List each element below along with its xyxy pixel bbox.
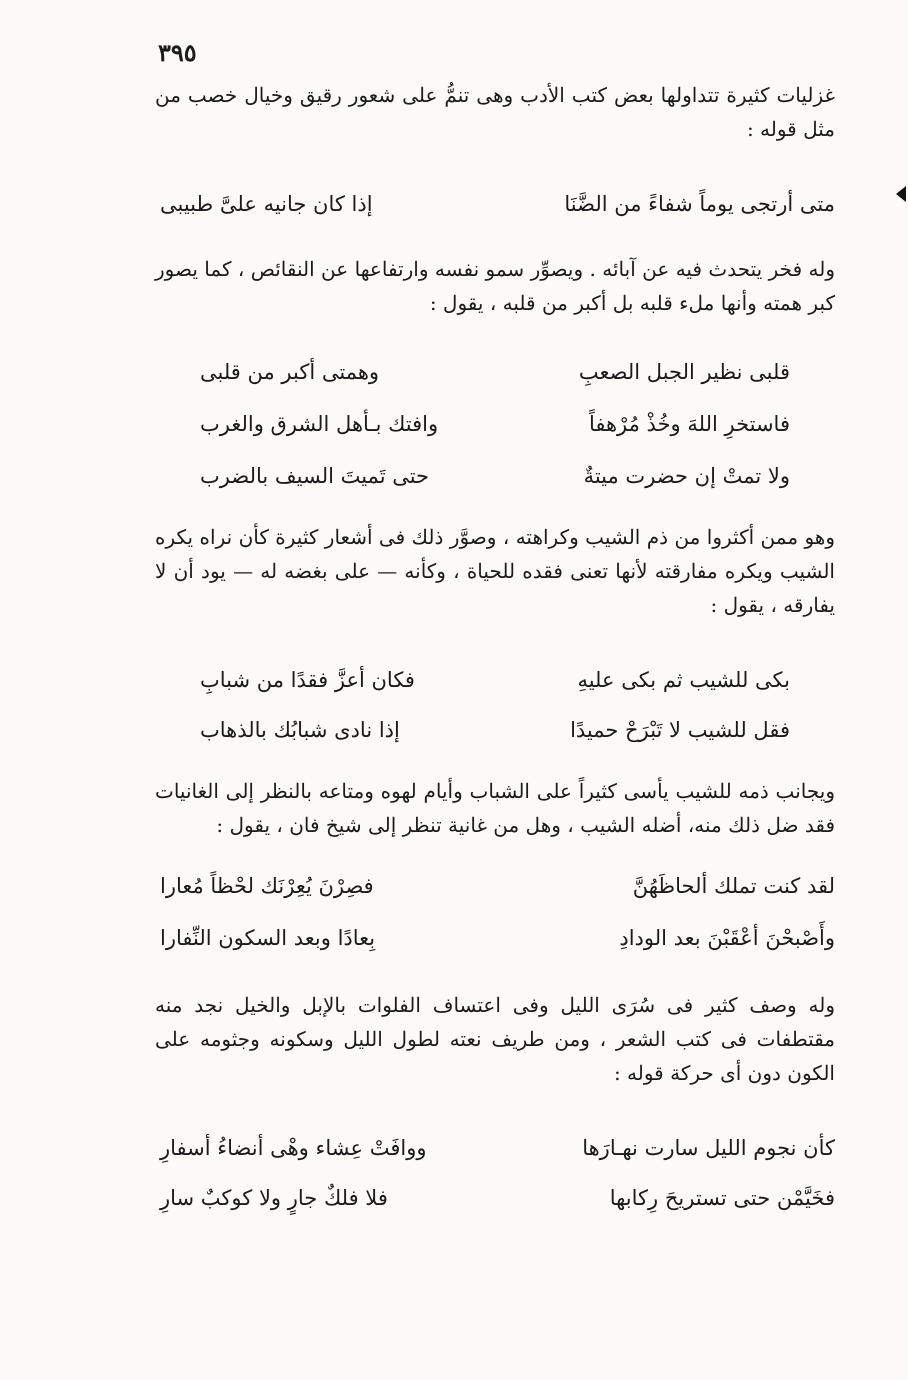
- margin-marker-icon: [896, 186, 906, 202]
- verse-hemistich-second: ووافَتْ عِشاء وهْى أنضاءُ أسفارِ: [160, 1136, 427, 1160]
- verse-hemistich-second: حتى تَميتَ السيف بالضرب: [200, 464, 430, 488]
- paragraph-youth: ويجانب ذمه للشيب يأسى كثيراً على الشباب وأيام لهوه ومتاعه بالنظر إلى الغانيات فقد ضل ذلك منه، أضله الشيب ، وهل من غانية تنظر إلى شيخ فان ، يقول :: [155, 779, 835, 837]
- verse-hemistich-first: ولا تمتْ إن حضرت ميتةٌ: [583, 464, 790, 488]
- verse-line-3: [200, 412, 790, 452]
- verse-hemistich-first: فاستخرِ اللهَ وخُذْ مُرْهفاً: [588, 412, 790, 436]
- verse-line-9: [160, 1136, 835, 1176]
- verse-line-1: [160, 192, 835, 232]
- verse-hemistich-second: وهمتى أكبر من قلبى: [200, 360, 380, 384]
- verse-line-5: [200, 668, 790, 708]
- verse-hemistich-first: لقد كنت تملك ألحاظَهُنَّ: [632, 874, 835, 898]
- verse-hemistich-second: إذا نادى شبابُك بالذهاب: [200, 718, 400, 742]
- paragraph-intro-ghazal: غزليات كثيرة تتداولها بعض كتب الأدب وهى تنمُّ على شعور رقيق وخيال خصب من مثل قوله :: [155, 83, 835, 141]
- verse-line-7: [160, 874, 835, 914]
- verse-line-6: [200, 718, 790, 758]
- verse-line-8: [160, 926, 835, 966]
- verse-hemistich-second: إذا كان جانيه علىَّ طبيبى: [160, 192, 373, 216]
- verse-hemistich-first: فخَيَّمْن حتى تستريحَ رِكابها: [609, 1186, 835, 1210]
- verse-hemistich-first: كأن نجوم الليل سارت نهـارَها: [582, 1136, 835, 1160]
- verse-hemistich-second: فلا فلكٌ جارٍ ولا كوكبٌ سارِ: [160, 1186, 388, 1210]
- verse-hemistich-second: بِعادًا وبعد السكون النِّفارا: [160, 926, 376, 950]
- verse-hemistich-first: قلبى نظير الجبل الصعبِ: [578, 360, 790, 384]
- paragraph-pride: وله فخر يتحدث فيه عن آبائه . ويصوِّر سمو نفسه وارتفاعها عن النقائص ، كما يصور كبر همته وأنها ملء قلبه بل أكبر من قلبه ، يقول :: [155, 257, 835, 315]
- verse-line-10: [160, 1186, 835, 1226]
- verse-line-2: [200, 360, 790, 400]
- verse-hemistich-first: متى أرتجى يوماً شفاءً من الضَّنَا: [564, 192, 835, 216]
- verse-hemistich-second: فصِرْنَ يُعِرْنَك لحْظاً مُعارا: [160, 874, 374, 898]
- verse-line-4: [200, 464, 790, 504]
- verse-hemistich-first: فقل للشيب لا تَبْرَحْ حميدًا: [570, 718, 790, 742]
- verse-hemistich-first: بكى للشيب ثم بكى عليهِ: [577, 668, 790, 692]
- verse-hemistich-first: وأَصْبحْنَ أعْقَبْنَ بعد الودادِ: [619, 926, 835, 950]
- page-number: ٣٩٥: [158, 38, 197, 67]
- verse-hemistich-second: وافتك بـأهل الشرق والغرب: [200, 412, 439, 436]
- paragraph-gray-hair: وهو ممن أكثروا من ذم الشيب وكراهته ، وصوَّر ذلك فى أشعار كثيرة كأن نراه يكره الشيب ويكره مفارقته لأنها تعنى فقده للحياة ، وكأنه — على بغضه له — يود أن لا يفارقه ، يقول :: [155, 525, 835, 617]
- verse-hemistich-second: فكان أعزَّ فقدًا من شبابِ: [200, 668, 415, 692]
- paragraph-night: وله وصف كثير فى سُرَى الليل وفى اعتساف الفلوات بالإبل والخيل نجد منه مقتطفات فى كتب الشعر ، ومن طريف نعته لطول الليل وسكونه وجثومه على الكون دون أى حركة قوله :: [155, 993, 835, 1085]
